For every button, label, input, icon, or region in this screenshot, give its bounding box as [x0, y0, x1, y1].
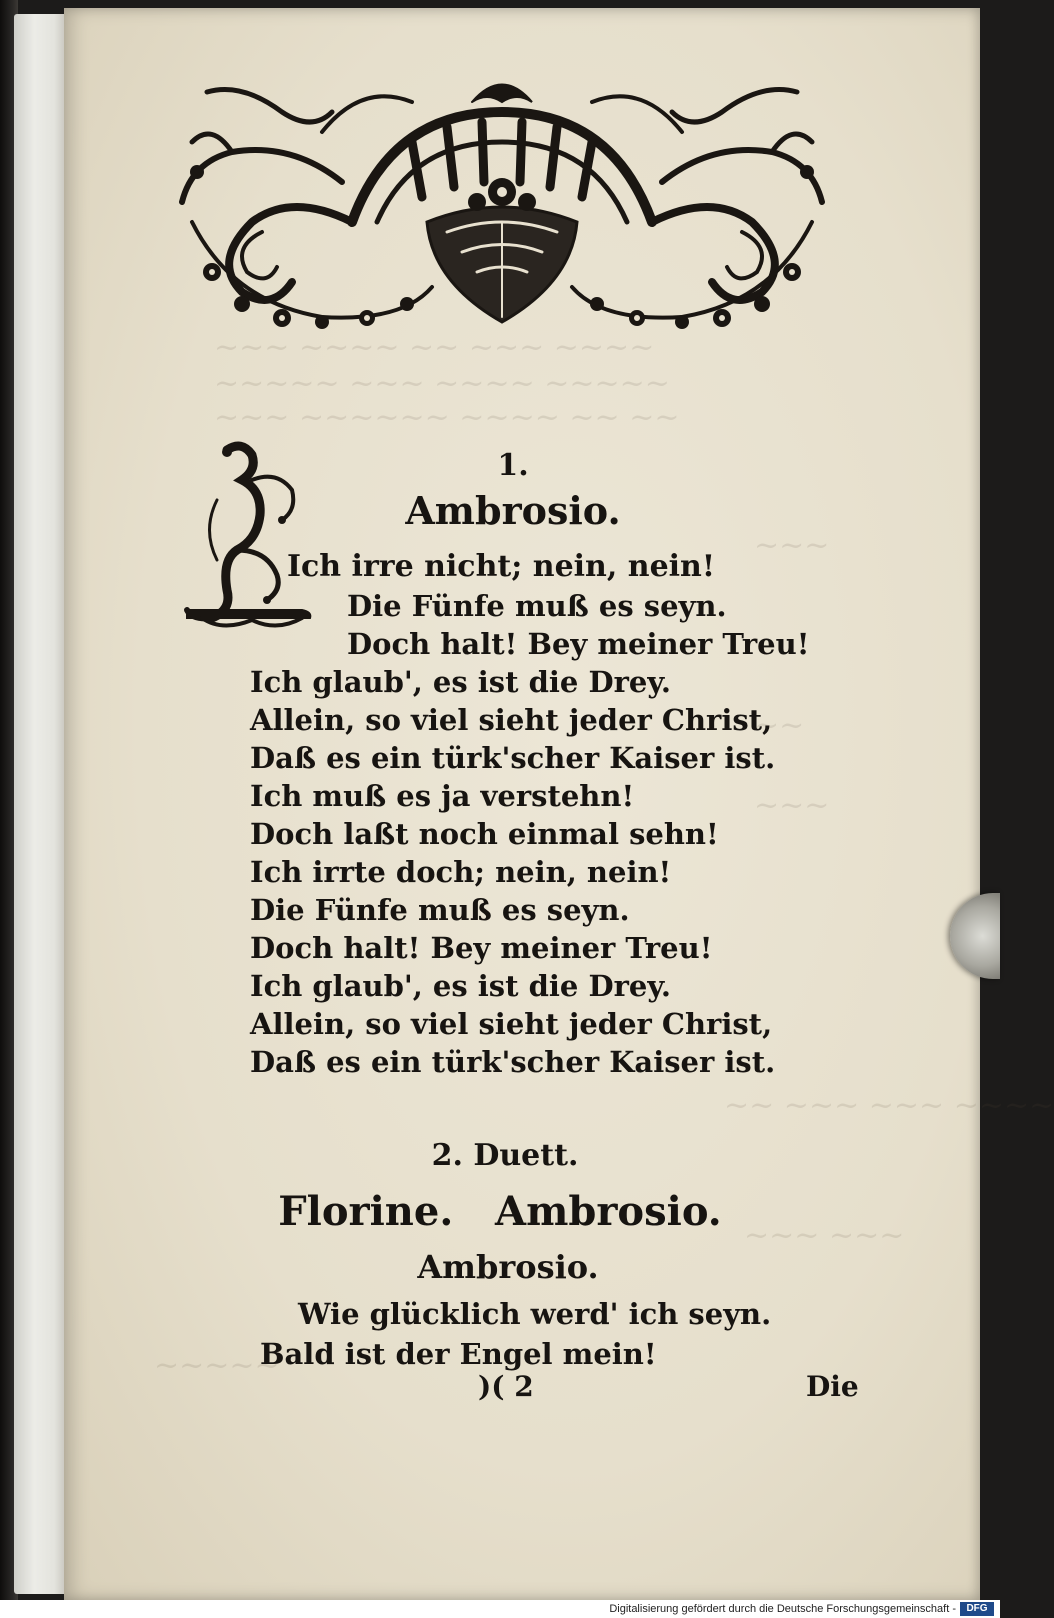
verse-line: Allein, so viel sieht jeder Christ, — [250, 1007, 773, 1041]
bleed-through-text: ~~~ ~~~ — [744, 1218, 905, 1253]
bleed-through-text: ~~~ ~~~~~~ ~~~~ ~~ ~~ — [214, 400, 680, 435]
verse-line: Ich muß es ja verstehn! — [250, 779, 635, 813]
verse-line: Bald ist der Engel mein! — [260, 1337, 657, 1371]
bleed-through-text: ~~~ — [754, 788, 830, 823]
verse-line: Ich glaub', es ist die Drey. — [250, 665, 671, 699]
digitization-footer — [0, 1600, 1000, 1618]
catchword: Die — [806, 1370, 859, 1403]
bleed-through-text: ~~ — [754, 708, 805, 743]
verse-line: Daß es ein türk'scher Kaiser ist. — [250, 741, 776, 775]
verse-line: Die Fünfe muß es seyn. — [250, 893, 630, 927]
bleed-through-text: ~~~ ~~~~ ~~ ~~~ ~~~~ — [214, 330, 655, 365]
dfg-logo: DFG — [960, 1602, 994, 1616]
bleed-through-text: ~~~~~ ~~~ ~~~~ ~~~~~ — [214, 366, 670, 401]
bleed-through-text: ~~~ — [754, 528, 830, 563]
verse-line: Ich irrte doch; nein, nein! — [250, 855, 672, 889]
verse-line: Allein, so viel sieht jeder Christ, — [250, 703, 773, 737]
verse-line: Die Fünfe muß es seyn. — [347, 589, 727, 623]
cast-list: Florine. Ambrosio. — [278, 1188, 722, 1235]
footer-text: Digitalisierung gefördert durch die Deutsche Forschungsgemeinschaft - — [609, 1603, 956, 1615]
verse-line: Daß es ein türk'scher Kaiser ist. — [250, 1045, 776, 1079]
headpiece-ornament — [172, 72, 832, 342]
speaker-heading: Ambrosio. — [417, 1248, 599, 1286]
verse-line: Ich glaub', es ist die Drey. — [250, 969, 671, 1003]
bleed-through-text: ~~ ~~~ ~~~ ~~~~ — [724, 1088, 1054, 1123]
verse-line: Doch laßt noch einmal sehn! — [250, 817, 719, 851]
verse-line: Doch halt! Bey meiner Treu! — [347, 627, 810, 661]
bleed-through-text: ~~~~~ — [154, 1348, 280, 1383]
decorated-initial-ornament — [182, 440, 322, 640]
speaker-heading: Ambrosio. — [405, 488, 621, 533]
signature-mark: )( 2 — [478, 1370, 534, 1403]
section-number: 1. — [497, 448, 529, 483]
verse-line: Wie glücklich werd' ich seyn. — [298, 1297, 772, 1331]
verse-line: Ich irre nicht; nein, nein! — [287, 549, 716, 584]
section-heading: 2. Duett. — [431, 1138, 579, 1173]
verse-line: Doch halt! Bey meiner Treu! — [250, 931, 713, 965]
